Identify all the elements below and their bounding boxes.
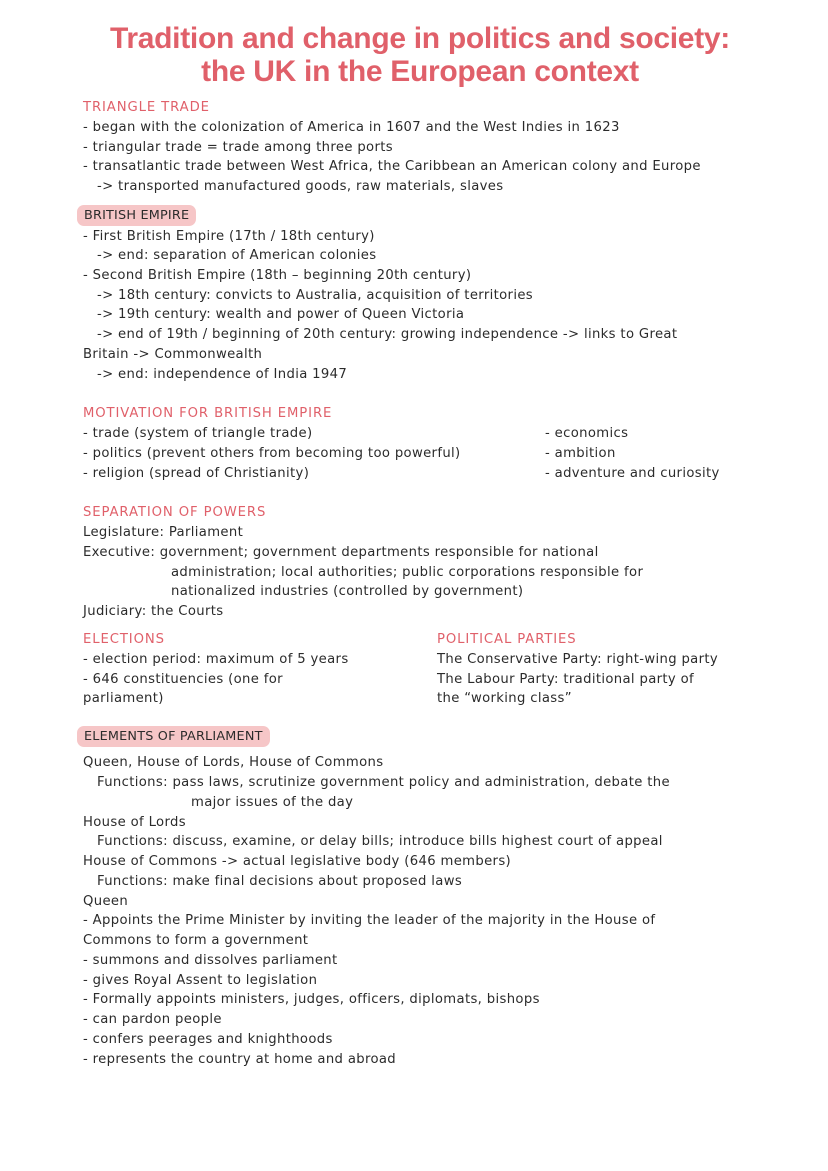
title-line-1: Tradition and change in politics and society: — [110, 22, 730, 55]
parties-line: the “working class” — [437, 691, 572, 706]
elections-line: parliament) — [83, 691, 164, 706]
triangle-trade-line: - transatlantic trade between West Africa, the Caribbean an American colony and Europe — [83, 159, 701, 174]
separation-line: Legislature: Parliament — [83, 525, 244, 540]
motivation-left-item: - religion (spread of Christianity) — [83, 466, 310, 481]
separation-line: nationalized industries (controlled by government) — [171, 584, 524, 599]
motivation-right-item: - ambition — [545, 446, 616, 461]
parliament-line: House of Lords — [83, 815, 186, 830]
elections-line: - 646 constituencies (one for — [83, 672, 283, 687]
parliament-line: - gives Royal Assent to legislation — [83, 973, 318, 988]
separation-line: administration; local authorities; public corporations responsible for — [171, 565, 644, 580]
parliament-line: - summons and dissolves parliament — [83, 953, 338, 968]
elections-heading: ELECTIONS — [83, 632, 165, 647]
separation-line: Judiciary: the Courts — [83, 604, 224, 619]
triangle-trade-heading: TRIANGLE TRADE — [83, 100, 210, 115]
motivation-left-item: - trade (system of triangle trade) — [83, 426, 313, 441]
parliament-line: - Appoints the Prime Minister by inviting the leader of the majority in the House of — [83, 913, 656, 928]
parties-line: The Conservative Party: right-wing party — [437, 652, 719, 667]
parliament-line: - confers peerages and knighthoods — [83, 1032, 333, 1047]
british-empire-line: -> 19th century: wealth and power of Queen Victoria — [97, 307, 465, 322]
parliament-line: Functions: discuss, examine, or delay bills; introduce bills highest court of appeal — [97, 834, 663, 849]
parliament-line: major issues of the day — [191, 795, 354, 810]
triangle-trade-line: - triangular trade = trade among three ports — [83, 140, 393, 155]
motivation-left-item: - politics (prevent others from becoming too powerful) — [83, 446, 461, 461]
british-empire-line: - First British Empire (17th / 18th century) — [83, 229, 375, 244]
parliament-line: - represents the country at home and abroad — [83, 1052, 397, 1067]
parliament-line: - Formally appoints ministers, judges, officers, diplomats, bishops — [83, 992, 540, 1007]
british-empire-line: - Second British Empire (18th – beginning 20th century) — [83, 268, 472, 283]
parties-line: The Labour Party: traditional party of — [437, 672, 695, 687]
british-empire-line: Britain -> Commonwealth — [83, 347, 263, 362]
british-empire-line: -> 18th century: convicts to Australia, acquisition of territories — [97, 288, 534, 303]
separation-heading: SEPARATION OF POWERS — [83, 505, 267, 520]
motivation-heading: MOTIVATION FOR BRITISH EMPIRE — [83, 406, 333, 421]
separation-line: Executive: government; government departments responsible for national — [83, 545, 599, 560]
british-empire-line: -> end: separation of American colonies — [97, 248, 377, 263]
title-line-2: the UK in the European context — [201, 55, 639, 88]
parliament-line: Functions: make final decisions about proposed laws — [97, 874, 463, 889]
triangle-trade-line: -> transported manufactured goods, raw materials, slaves — [97, 179, 504, 194]
parliament-line: Queen — [83, 894, 129, 909]
parliament-line: - can pardon people — [83, 1012, 222, 1027]
parties-heading: POLITICAL PARTIES — [437, 632, 577, 647]
parliament-heading: ELEMENTS OF PARLIAMENT — [77, 726, 270, 747]
motivation-right-item: - economics — [545, 426, 629, 441]
british-empire-heading: BRITISH EMPIRE — [77, 205, 196, 226]
triangle-trade-line: - began with the colonization of America in 1607 and the West Indies in 1623 — [83, 120, 620, 135]
parliament-line: House of Commons -> actual legislative body (646 members) — [83, 854, 512, 869]
parliament-line: Functions: pass laws, scrutinize government policy and administration, debate the — [97, 775, 670, 790]
parliament-line: Queen, House of Lords, House of Commons — [83, 755, 384, 770]
motivation-right-item: - adventure and curiosity — [545, 466, 720, 481]
parliament-line: Commons to form a government — [83, 933, 309, 948]
british-empire-line: -> end: independence of India 1947 — [97, 367, 348, 382]
british-empire-line: -> end of 19th / beginning of 20th century: growing independence -> links to Great — [97, 327, 678, 342]
elections-line: - election period: maximum of 5 years — [83, 652, 349, 667]
page-title — [60, 22, 780, 88]
